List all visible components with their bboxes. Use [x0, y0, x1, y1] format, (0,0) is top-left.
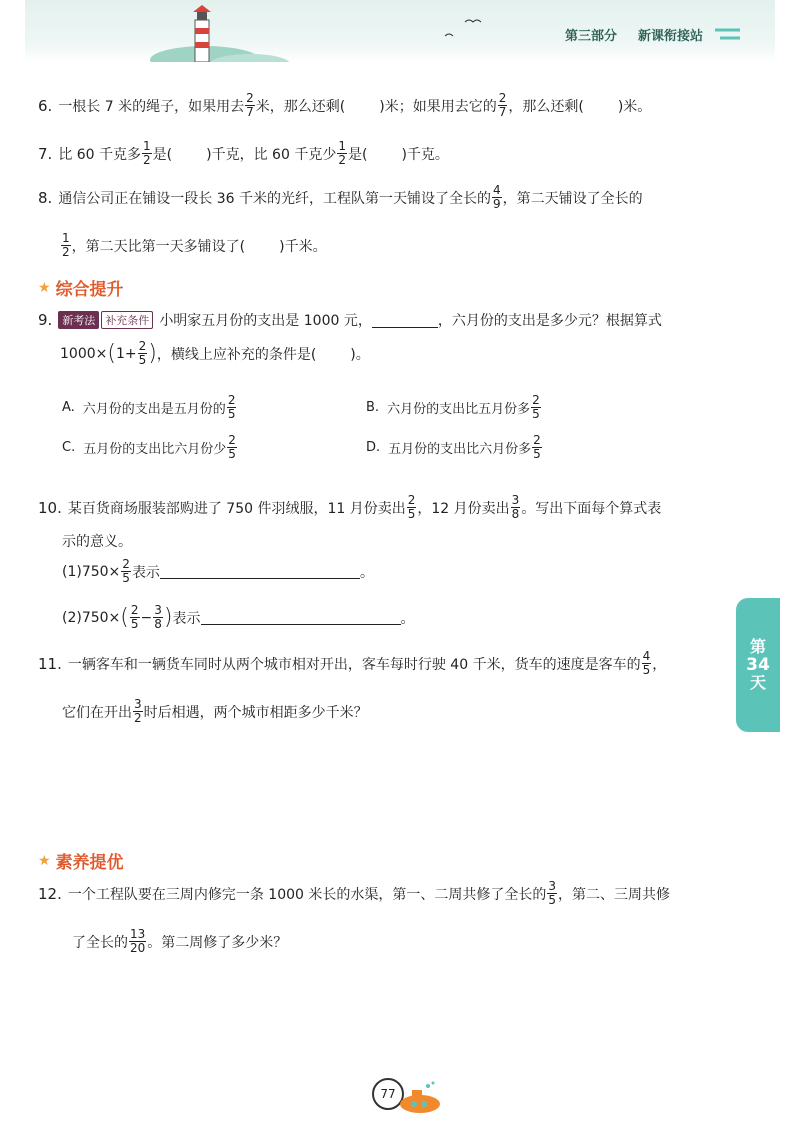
question-10-cont: 示的意义。 — [62, 534, 132, 550]
fraction: $\frac{2}{5}$ — [407, 493, 416, 521]
question-10: 10. 某百货商场服装部购进了 750 件羽绒服，11 月份卖出 $\frac{2}{5}$ ，12 月份卖出 $\frac{3}{8}$ 。写出下面每个算式表 — [38, 493, 662, 521]
question-number: 10. — [38, 498, 62, 517]
submarine-icon — [398, 1080, 444, 1116]
answer-blank[interactable] — [201, 610, 401, 625]
question-8-cont: $\frac{1}{2}$ ，第二天比第一天多铺设了( )千米。 — [62, 231, 327, 259]
question-8: 8. 通信公司正在铺设一段长 36 千米的光纤，工程队第一天铺设了全长的 $\frac{4}{9}$ ，第二天铺设了全长的 — [38, 183, 643, 211]
fraction: $\frac{2}{5}$ — [228, 433, 236, 461]
question-9-formula: 1000× ( 1+ $\frac{2}{5}$ ) ，横线上应补充的条件是( )。 — [60, 339, 370, 367]
fraction: $\frac{2}{5}$ — [130, 603, 139, 631]
option-c[interactable]: C. 五月份的支出比六月份少 $\frac{2}{5}$ — [62, 433, 236, 461]
fraction: $\frac{2}{5}$ — [122, 557, 130, 585]
new-method-tag: 新考法 — [58, 311, 99, 329]
supplement-tag: 补充条件 — [101, 311, 153, 329]
fraction: $\frac{3}{8}$ — [154, 603, 162, 631]
fraction: $\frac{3}{8}$ — [511, 493, 520, 521]
fraction: $\frac{3}{5}$ — [548, 879, 557, 907]
option-d[interactable]: D. 五月份的支出比六月份多 $\frac{2}{5}$ — [366, 433, 541, 461]
header-part: 第三部分 — [565, 29, 618, 44]
star-icon: ★ — [38, 852, 51, 869]
fraction: $\frac{2}{5}$ — [533, 433, 541, 461]
question-12: 12. 一个工程队要在三周内修完一条 1000 米长的水渠，第一、二周共修了全长的 $\frac{3}{5}$ ，第二、三周共修 — [38, 879, 671, 907]
question-9: 9. 新考法 补充条件 小明家五月份的支出是 1000 元， ，六月份的支出是多少元？根据算式 — [38, 311, 662, 329]
fraction: $\frac{2}{5}$ — [138, 339, 147, 367]
answer-blank[interactable] — [160, 564, 360, 579]
section-heading: ★ 综合提升 — [38, 279, 124, 300]
question-number: 7. — [38, 144, 53, 163]
fraction: $\frac{2}{7}$ — [246, 91, 254, 119]
fraction: $\frac{3}{2}$ — [134, 697, 142, 725]
fraction: $\frac{2}{5}$ — [532, 393, 540, 421]
question-number: 9. — [38, 311, 53, 329]
question-11-cont: 它们在开出 $\frac{3}{2}$ 时后相遇，两个城市相距多少千米？ — [62, 697, 368, 725]
page-number: 77 — [372, 1078, 404, 1110]
page-header — [25, 0, 775, 62]
question-12-cont: 了全长的 $\frac{13}{20}$ 。第二周修了多少米？ — [72, 927, 288, 955]
question-11: 11. 一辆客车和一辆货车同时从两个城市相对开出，客车每时行驶 40 千米，货车的速度是客车的 $\frac{4}{5}$ ， — [38, 649, 667, 677]
fraction: $\frac{4}{9}$ — [493, 183, 501, 211]
day-tab: 第 34 天 — [736, 598, 780, 732]
option-a[interactable]: A. 六月份的支出是五月份的 $\frac{2}{5}$ — [62, 393, 236, 421]
fraction: $\frac{2}{7}$ — [498, 91, 507, 119]
option-b[interactable]: B. 六月份的支出比五月份多 $\frac{2}{5}$ — [366, 393, 540, 421]
question-10-part-1: (1)750× $\frac{2}{5}$ 表示 。 — [62, 557, 374, 585]
question-7: 7. 比 60 千克多 $\frac{1}{2}$ 是( )千克，比 60 千克少 $\frac{1}{2}$ 是( )千克。 — [38, 139, 449, 167]
fraction: $\frac{1}{2}$ — [338, 139, 346, 167]
fraction: $\frac{2}{5}$ — [227, 393, 236, 421]
question-number: 11. — [38, 654, 62, 673]
header-title: 新课衔接站 — [638, 29, 704, 44]
fraction: $\frac{1}{2}$ — [62, 231, 70, 259]
fraction: $\frac{1}{2}$ — [143, 139, 151, 167]
answer-blank[interactable] — [372, 313, 438, 328]
question-number: 12. — [38, 884, 62, 903]
question-number: 6. — [38, 96, 53, 115]
section-heading: ★ 素养提优 — [38, 852, 124, 873]
question-number: 8. — [38, 188, 53, 207]
fraction: $\frac{13}{20}$ — [130, 927, 146, 955]
fraction: $\frac{4}{5}$ — [642, 649, 651, 677]
question-10-part-2: (2)750× ( $\frac{2}{5}$ − $\frac{3}{8}$ ) 表示 。 — [62, 603, 415, 631]
star-icon: ★ — [38, 279, 51, 296]
question-6: 6. 一根长 7 米的绳子，如果用去 $\frac{2}{7}$ 米，那么还剩( )米；如果用去它的 $\frac{2}{7}$ ，那么还剩( )米。 — [38, 91, 652, 119]
